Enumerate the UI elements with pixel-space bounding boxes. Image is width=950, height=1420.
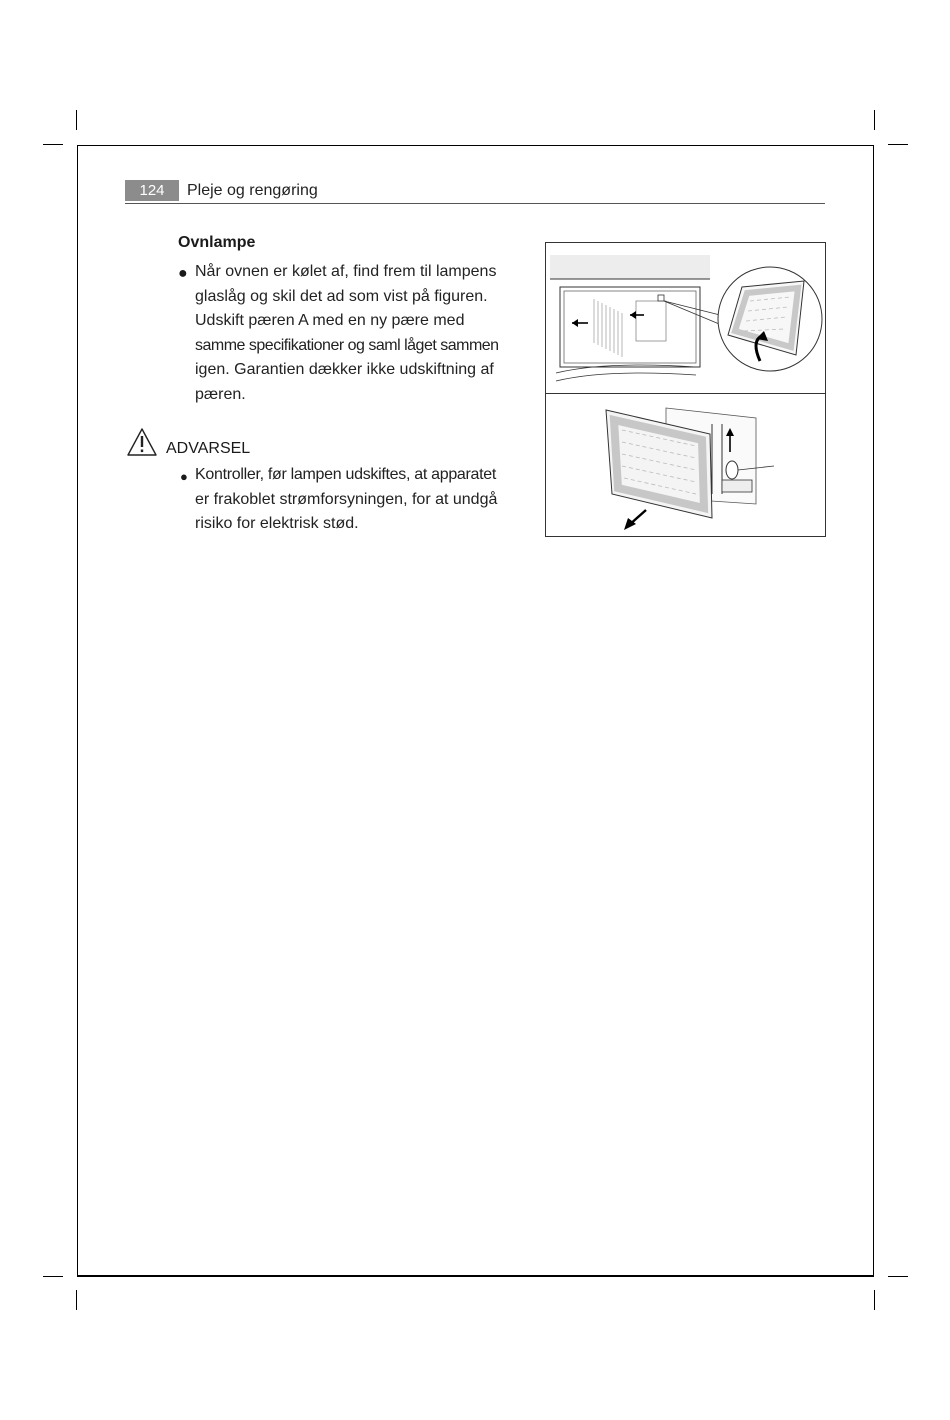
text-line: er frakoblet strømforsyningen, for at undgå [195, 490, 498, 508]
text-line: glaslåg og skil det ad som vist på figuren. [195, 287, 488, 305]
warning-instructions [195, 463, 535, 537]
crop-mark [43, 144, 63, 145]
header-rule [125, 203, 825, 204]
crop-mark [76, 110, 77, 130]
text-line: samme specifikationer og saml låget sammen [195, 336, 499, 354]
crop-mark [888, 1276, 908, 1277]
text-line: risiko for elektrisk stød. [195, 515, 359, 532]
crop-mark [874, 1290, 875, 1310]
page-frame-bottom [77, 1275, 874, 1277]
text-line: pæren. [195, 385, 246, 403]
lamp-instructions [195, 260, 535, 407]
oven-interior-illustration [546, 243, 825, 393]
text-line: igen. Garantien dækker ikke udskiftning af [195, 361, 494, 378]
page-frame-top [77, 145, 874, 146]
text-line: Kontroller, før lampen udskiftes, at apparatet [195, 466, 497, 483]
crop-mark [43, 1276, 63, 1277]
lamp-replacement-figure [545, 242, 826, 537]
section-heading-ovnlampe: Ovnlampe [178, 234, 256, 251]
bullet-dot: ● [178, 265, 188, 282]
text-line: Udskift pæren A med en ny pære med [195, 312, 465, 329]
bullet-dot: ● [180, 469, 188, 484]
crop-mark [874, 110, 875, 130]
section-title: Pleje og rengøring [187, 182, 318, 199]
crop-mark [888, 144, 908, 145]
crop-mark [76, 1290, 77, 1310]
warning-triangle-icon [126, 427, 158, 457]
warning-title: ADVARSEL [166, 440, 251, 457]
lamp-cover-removal-illustration [546, 394, 825, 536]
page-frame-right [873, 145, 874, 1276]
page-number: 124 [125, 180, 179, 201]
text-line: Når ovnen er kølet af, find frem til lampens [195, 263, 497, 280]
page-header [125, 180, 825, 204]
page-frame-left [77, 145, 78, 1276]
